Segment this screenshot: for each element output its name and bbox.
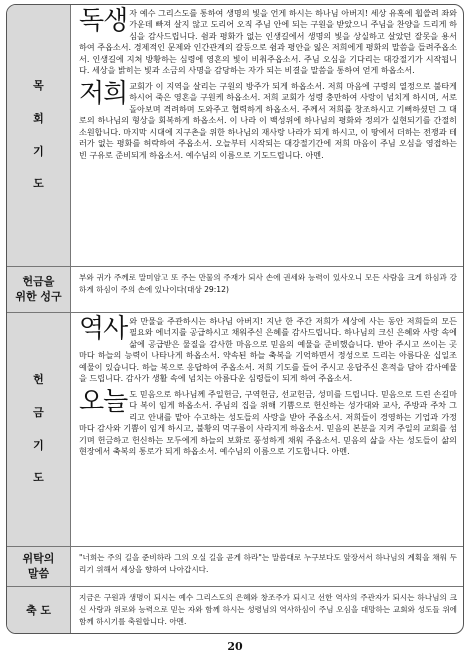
paragraph: 저희 교회가 이 지역을 살리는 구원의 방주가 되게 하옵소서. 저희 마음에 구령의 열정으로 불타게 하시어 죽은 영혼을 구원케 하옵소서. 저희 교회가 성령 충만하여 사랑이 넘치게 하시며, 서로 돌아보며 격려하며 도와주고 협력하게 하옵소서. 주께서 저희를 창조하시고 기뻐하셨던 그 대로의 하나님의 형상을 회복하게 하옵소서. 이 나라 이 백성위에 하나님의 평화와 정의가 실현되기를 간절히 소원합니다. 마지막 시대에 지구촌을 위한 하나님의 재사랑 나라가 되게 하시고, 이 땅에서 더하는 전쟁과 테러가 없는 평화를 허락하여 주옵소서. 오늘부터 시작되는 대강절기간에 저희 마음이 주님 오심을 영접하는 빈 구유로 준비되게 하옵소서. 예수님의 이름으로 기도드립니다. 아멘.	[79, 78, 457, 160]
paragraph: 독생 자 예수 그리스도를 통하여 생명의 빛을 언게 하시는 하나님 아버지! 세상 유혹에 휩쓸려 좌와 가운데 빠져 살지 않고 도리어 오직 주님 안에 되는 구원을 받았으니 주님을 찬양을 드리게 하심을 감사드립니다. 쉼과 평화가 없는 인생길에서 생명의 빛을 상실하고 살았던 잘못을 용서하여 주옵소서. 경제적인 문제와 인간관계의 갈등으로 쉼과 평안을 잃은 저희에게 평화의 말씀을 들려주옵소서. 인생길에 지쳐 방황하는 심령에 영혼의 빛이 비춰주옵소서. 주님 오심을 기다리는 대강절기가 시작됩니다. 세상을 밝히는 빛과 소금의 사명을 감당하는 자가 되는 비결을 말씀을 통하여 얻게 하옵소서.	[79, 6, 457, 76]
offering-verse-label: 헌금을 위한 성구	[7, 267, 71, 312]
benediction-text: 지금은 구원과 생명이 되시는 예수 그리스도의 은혜와 창조주가 되시고 선한 역사의 주관자가 되시는 하나님의 크신 사랑과 위로와 능력으로 믿는 자와 함께 하시는 성령님의 역사하심이 주님 오심을 대망하는 교회와 성도들 위에 함께 하시기를 축원합니다. 아멘.	[79, 593, 457, 626]
benediction-section	[7, 587, 463, 634]
offering-verse-text: 부와 귀가 주께로 말미암고 또 주는 만물의 주재가 되사 손에 권세와 능력이 있사오니 모든 사람을 크게 하심과 강하게 하심이 주의 손에 있나이다(대상 29:12)	[79, 273, 457, 294]
commission-section	[7, 547, 463, 587]
drop-cap: 저희	[79, 78, 128, 109]
commission-text: "너희는 주의 길을 준비하라 그의 오실 길을 곧게 하라"는 말씀대로 누구보다도 앞장서서 하나님의 계획을 채워 두리기 위해서 세상을 향하여 나아갑시다.	[79, 553, 457, 574]
offering-prayer-section	[7, 313, 463, 547]
pastoral-prayer-text	[71, 5, 463, 266]
benediction-label: 축 도	[7, 587, 71, 634]
drop-cap: 독생	[79, 6, 128, 36]
offering-verse-section	[7, 267, 463, 313]
drop-cap: 역사	[79, 314, 128, 344]
pastoral-prayer-section	[7, 5, 463, 267]
commission-label: 위탁의 말씀	[7, 547, 71, 586]
drop-cap: 오늘	[79, 386, 128, 417]
page-number: 20	[227, 640, 243, 653]
pastoral-prayer-label: 목 회 기 도	[7, 5, 71, 266]
paragraph: 역사 와 만물을 주관하시는 하나님 아버지! 지난 한 주간 저희가 세상에 사는 동안 저희들의 모든 필요와 에너지를 공급하시고 채워주신 은혜를 감사드립니다. 하나님의 크신 은혜와 사랑 속에 삶에 공급받은 물질을 감사한 마음으로 믿음의 예물을 준비했습니다. 받아 주시고 쓰이는 곳마다 하늘의 능력이 나타나게 하옵소서. 약속된 하늘 축복을 기억하면서 정성으로 드리는 아름다운 십일조 예물이 있습니다. 하늘 복으로 응답하여 주옵소서. 저희 기도를 들어 주시고 응답주신 흔적을 담아 감사예물을 드립니다. 감사가 생활 속에 넘치는 아름다운 심령들이 되게 하여 주옵소서.	[79, 314, 457, 384]
prayer-sheet	[6, 4, 464, 634]
offering-prayer-label: 헌 금 기 도	[7, 313, 71, 546]
paragraph: 오늘 도 믿음으로 하나님께 주일헌금, 구역헌금, 선교헌금, 성미를 드립니다. 믿음으로 드린 손길마다 복이 임게 하옵소서. 주님의 집을 위해 기쁨으로 헌신하는 성가대와 교사, 주방과 주차 그리고 안내를 맡아 수고하는 성도들의 사랑을 받아 주옵소서. 저희들이 경영하는 기업과 가정마다 감사와 기쁨이 임게 하시고, 불황의 먹구름이 사라지게 하옵소서. 믿음의 본분을 지켜 주일의 교회를 섬기며 헌금하고 헌신하는 모두에게 하늘의 보화로 풍성하게 채워 주옵소서. 믿음의 삶을 사는 성도들이 삶의 현장에서 축복의 통로가 되게 하옵소서. 예수님의 이름으로 기도합니다. 아멘.	[79, 386, 457, 457]
offering-prayer-text	[71, 313, 463, 546]
